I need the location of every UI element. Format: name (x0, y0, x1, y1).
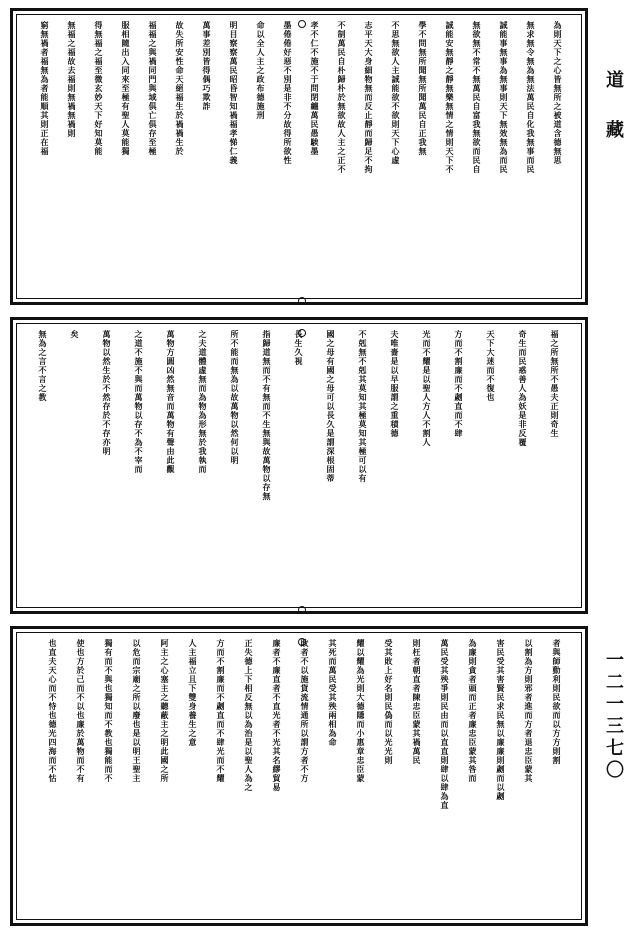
binding-hole-mark (298, 20, 306, 28)
text-column: 窮無禍者福無為者能順其則正在福 (40, 21, 50, 156)
text-column: 福之所無所不愚夫正則奇生 (550, 330, 560, 438)
text-column: 服相隨出入同來至極有聖人莫能獨 (121, 21, 131, 156)
text-column: 志平天大身細物無而反止靜而歸足不拘 (364, 21, 374, 174)
text-column: 萬民受其殃爭則民由而以直直則肆以肆為直 (440, 639, 450, 810)
text-columns (31, 21, 571, 294)
text-column: 福福之與禍同門與域俱亡俱存至極 (148, 21, 158, 156)
page-number: 一二一三七〇 (603, 650, 624, 782)
text-column: 害民受其害賢民求民無以廉廉則劌而以劌 (496, 639, 506, 801)
text-column: 不思無欲人主誠能欲不欲則天下心虛 (391, 21, 401, 165)
text-column: 奇生而民惑善人為妖是非反覆 (518, 330, 528, 447)
text-column: 其死而萬民受其殃兩相為命 (328, 639, 338, 747)
text-column: 所不能而無為以故萬物以然何以明 (230, 330, 240, 465)
text-column: 國之母有國之母可以長久是謂深根固蒂 (326, 330, 336, 483)
collection-title: 道藏 (603, 70, 624, 170)
text-column: 孝不仁不施不于問閉纏萬民愚騃墨 (310, 21, 320, 156)
binding-hole-mark (298, 606, 306, 614)
page-frame (10, 8, 588, 926)
text-column: 天下大迷而不復也 (486, 330, 496, 402)
text-column: 無為之言不言之教 (38, 330, 48, 402)
text-column: 萬物以然生於不然存於不存亦明 (102, 330, 112, 456)
text-column: 使也方於己而不以也廉於萬物而不有 (76, 639, 86, 783)
text-column: 光而不耀是以聖人方人不割人 (422, 330, 432, 447)
panel-bottom (10, 626, 588, 926)
text-column: 故失所安性命天絕福生於禍禍生於 (175, 21, 185, 156)
text-column: 為則天下之心皆無所之被道含德無思 (553, 21, 563, 165)
text-column: 正失德上下相反無以為治是以聖人為之 (244, 639, 254, 792)
text-column: 也直夫天心而不恃也德光四海而不怙 (48, 639, 58, 783)
text-column: 則枉者朝直者陳忠臣蒙其禍萬民 (412, 639, 422, 765)
text-column: 以割為方則邪者進而方者退忠臣蒙其 (524, 639, 534, 783)
text-columns (39, 639, 571, 915)
text-column: 者與師動利則民欲而以方方則割 (552, 639, 562, 765)
text-column: 無求無令無為無法萬民自化我無事而民 (526, 21, 536, 174)
text-column: 廉者不廉直者不直光者不光其名繆貿易 (272, 639, 282, 792)
binding-hole-mark (298, 638, 306, 646)
text-column: 之夫道體虛無而為物為形無於我執而 (198, 330, 208, 474)
text-column: 命以全人主之政布德施刑 (256, 21, 266, 120)
text-column: 方而不割廉而不劌直而不肆 (454, 330, 464, 438)
text-column: 方而不割廉而不劌直而不肆光而不耀 (216, 639, 226, 783)
text-column: 不制萬民自朴歸朴於無欲故人主之正不 (337, 21, 347, 174)
text-column: 敗者不以施貨流情通所以謂方者不方 (300, 639, 310, 783)
text-column: 夫唯嗇是以早服謂之重積德 (390, 330, 400, 438)
text-column: 矣 (70, 330, 80, 339)
text-column: 以危而宗廟之所以廢也是以明王聖主 (132, 639, 142, 783)
text-column: 受其敗上好名則民偽而以光光則 (384, 639, 394, 765)
text-column: 無欲無不常不無萬民自富我無欲而民自 (472, 21, 482, 174)
text-column: 學不問無所聞無所聞萬民自正我無 (418, 21, 428, 156)
panel-top (10, 8, 588, 305)
text-column: 誠能安無靜之靜無樂無情之情則天下不 (445, 21, 455, 174)
panel-middle (10, 317, 588, 614)
text-column: 萬事差別皆得偶巧欺詐 (202, 21, 212, 111)
binding-hole-mark (298, 329, 306, 337)
text-column: 不剋無不剋其莫知其極莫知其極可以有 (358, 330, 368, 483)
text-column: 為廉則貪者頭而正者廉忠臣蒙其咎而 (468, 639, 478, 783)
text-column: 萬物方圓凶然無音而萬物有聲由此觀 (166, 330, 176, 474)
text-column: 長生久視 (294, 330, 304, 366)
text-column: 誠能事無事為無事則天下無效無為而民 (499, 21, 509, 174)
text-column: 之道不施不與而萬物以存不為不宰而 (134, 330, 144, 474)
text-column: 得無福之福至微玄妙天下好知莫能 (94, 21, 104, 156)
text-column: 無福之福故去福則無禍無禍則 (67, 21, 77, 138)
text-column: 獨有而不與也獨知而不教也獨能而不 (104, 639, 114, 783)
text-column: 指歸道無而不有無而不生無與故萬物以存無 (262, 330, 272, 501)
text-column: 耀以耀為光則大德隱而小惠章忠臣蒙 (356, 639, 366, 783)
text-column: 人主福立且下雙身養生之意 (188, 639, 198, 747)
text-column: 明目察察萬民昭昏智知禍福孝悌仁義 (229, 21, 239, 165)
text-column: 墨倦倦好惡不別是非不分故得所欲性 (283, 21, 293, 165)
binding-hole-mark (298, 297, 306, 305)
text-columns (27, 330, 571, 603)
text-column: 阿主之心塞主之聽蔽主之明此國之所 (160, 639, 170, 783)
